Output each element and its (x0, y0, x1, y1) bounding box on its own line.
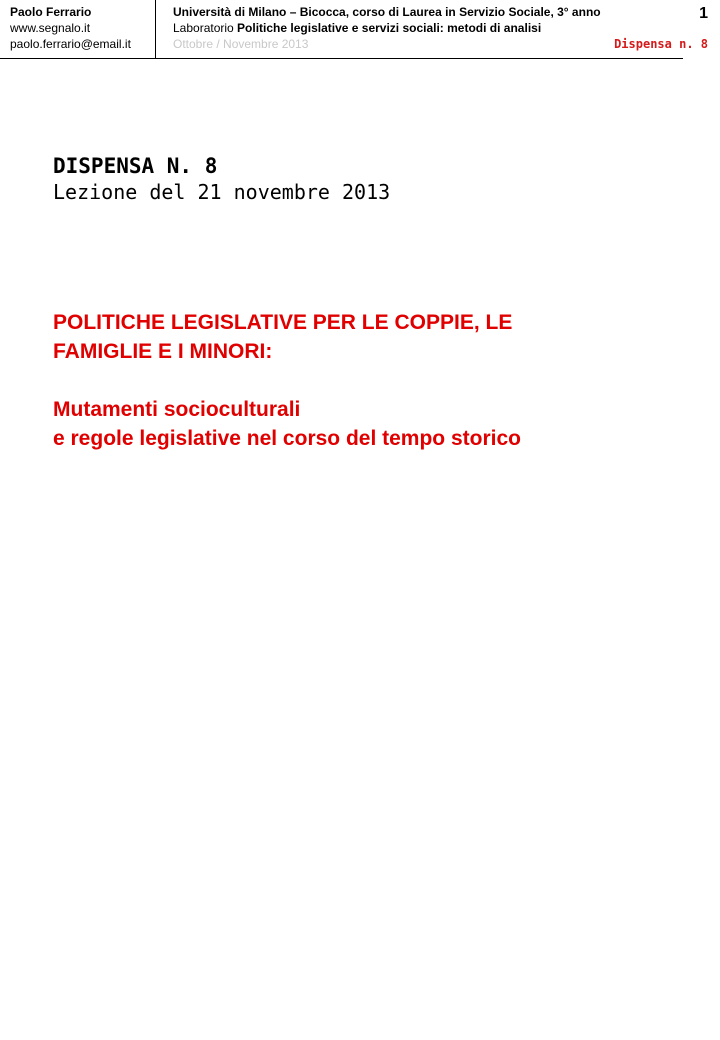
sub-heading-line-2: e regole legislative nel corso del tempo storico (53, 427, 521, 450)
document-subtitle: Lezione del 21 novembre 2013 (53, 180, 391, 204)
document-title: DISPENSA N. 8 (53, 154, 218, 178)
author-name: Paolo Ferrario (10, 5, 92, 19)
header-divider-vertical (155, 0, 156, 58)
author-website[interactable]: www.segnalo.it (10, 21, 91, 35)
heading-line-1: POLITICHE LEGISLATIVE PER LE COPPIE, LE (53, 311, 513, 334)
page-number: 1 (699, 5, 708, 22)
document-title-block (53, 153, 390, 205)
lab-title: Politiche legislative e servizi sociali: metodi di analisi (237, 21, 542, 35)
lab-line (173, 20, 673, 36)
university-line: Università di Milano – Bicocca, corso di Laurea in Servizio Sociale, 3° anno (173, 5, 601, 19)
heading-line-2: FAMIGLIE E I MINORI: (53, 340, 273, 363)
header-course-block (173, 4, 673, 52)
header-page-block (614, 4, 708, 52)
header-author-block (10, 4, 152, 52)
lab-prefix: Laboratorio (173, 21, 238, 35)
sub-heading-line-1: Mutamenti socioculturali (53, 398, 301, 421)
heading-spacer (53, 366, 693, 395)
dispensa-tag: Dispensa n. 8 (614, 37, 708, 51)
header-divider-horizontal (0, 58, 683, 59)
document-heading-block (53, 308, 693, 453)
period-line: Ottobre / Novembre 2013 (173, 37, 309, 51)
author-email[interactable]: paolo.ferrario@email.it (10, 37, 131, 51)
